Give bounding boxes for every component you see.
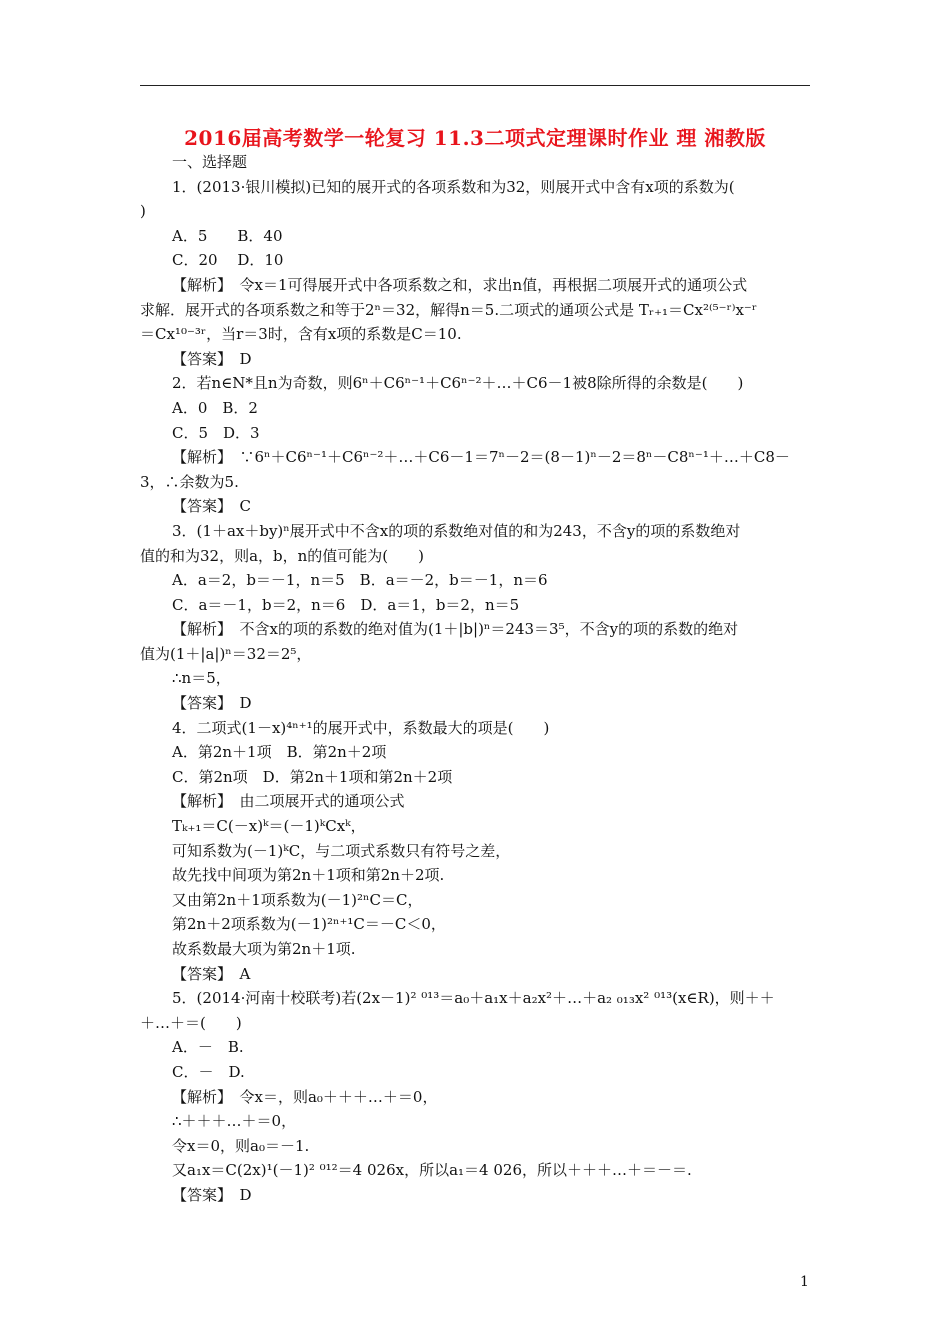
text-line: C．第2n项 D．第2n＋1项和第2n＋2项 [172, 767, 453, 786]
text-line: 故先找中间项为第2n＋1项和第2n＋2项. [172, 866, 445, 885]
text-line: C．20 D．10 [172, 251, 284, 270]
text-line: Tₖ₊₁＝C(－x)ᵏ＝(－1)ᵏCxᵏ， [172, 817, 366, 836]
text-line: 值为(1＋|a|)ⁿ＝32＝2⁵， [140, 644, 312, 663]
text-line: A．－ B. [172, 1038, 244, 1057]
text-line: 【答案】 D [172, 694, 252, 713]
text-line: 又由第2n＋1项系数为(－1)²ⁿC＝C， [172, 890, 423, 909]
text-line: 【解析】 由二项展开式的通项公式 [172, 792, 405, 811]
text-line: 故系数最大项为第2n＋1项. [172, 940, 356, 958]
text-line: 【解析】 令x＝1可得展开式中各项系数之和，求出n值，再根据二项展开式的通项公式 [172, 275, 748, 294]
text-line: C．a＝－1，b＝2，n＝6 D．a＝1，b＝2，n＝5 [172, 595, 520, 614]
text-line: 【答案】 A [172, 964, 251, 983]
text-line: 【答案】 D [172, 1185, 252, 1204]
text-line: A．a＝2，b＝－1，n＝5 B．a＝－2，b＝－1，n＝6 [172, 571, 548, 590]
text-line: ＝Cx¹⁰⁻³ʳ，当r＝3时，含有x项的系数是C＝10. [140, 325, 462, 344]
text-line: A．第2n＋1项 B．第2n＋2项 [172, 743, 387, 762]
top-rule [140, 85, 810, 86]
text-line: 第2n＋2项系数为(－1)²ⁿ⁺¹C＝－C＜0， [172, 915, 446, 934]
text-line: ∴n＝5， [172, 669, 231, 688]
document-title: 2016届高考数学一轮复习 11.3二项式定理课时作业 理 湘教版 [184, 126, 766, 150]
text-line: 5．(2014·河南十校联考)若(2x－1)² ⁰¹³＝a₀＋a₁x＋a₂x²＋…＋a₂ ₀₁₃x² ⁰¹³(x∈R)，则＋＋ [172, 989, 775, 1008]
text-line: 【答案】 C [172, 497, 251, 516]
text-line: 【解析】 ∵6ⁿ＋C6ⁿ⁻¹＋C6ⁿ⁻²＋…＋C6－1＝7ⁿ－2＝(8－1)ⁿ－2＝8ⁿ－C8ⁿ⁻¹＋…＋C8－ [172, 448, 790, 467]
text-line: ) [140, 202, 146, 221]
text-line: ∴＋＋＋…＋＝0， [172, 1112, 297, 1131]
text-line: 值的和为32，则a，b，n的值可能为( ) [140, 546, 424, 565]
page-number: 1 [800, 1274, 809, 1290]
text-line: 3，∴余数为5. [140, 472, 239, 491]
text-line: ＋…＋＝( ) [140, 1013, 242, 1032]
text-line: 【答案】 D [172, 349, 252, 368]
text-line: 【解析】 不含x的项的系数的绝对值为(1＋|b|)ⁿ＝243＝3⁵，不含y的项的系数的绝对 [172, 620, 739, 639]
text-line: C．5 D．3 [172, 423, 260, 442]
text-line: 求解．展开式的各项系数之和等于2ⁿ＝32，解得n＝5.二项式的通项公式是 Tᵣ₊₁＝Cx²⁽⁵⁻ʳ⁾x⁻ʳ [140, 300, 758, 319]
text-line: 3．(1＋ax＋by)ⁿ展开式中不含x的项的系数绝对值的和为243，不含y的项的系数绝对 [172, 521, 741, 540]
text-line: 4．二项式(1－x)⁴ⁿ⁺¹的展开式中，系数最大的项是( ) [172, 718, 550, 737]
text-line: 又a₁x＝C(2x)¹(－1)² ⁰¹²＝4 026x，所以a₁＝4 026，所以＋＋＋…＋＝－＝. [172, 1161, 692, 1180]
text-line: 1．(2013·银川模拟)已知的展开式的各项系数和为32，则展开式中含有x项的系数为( [172, 177, 735, 196]
text-line: 可知系数为(－1)ᵏC，与二项式系数只有符号之差， [172, 841, 511, 860]
text-line: A．5 B．40 [172, 226, 283, 245]
text-line: 令x＝0，则a₀＝－1. [172, 1136, 310, 1155]
text-line: 一、选择题 [172, 153, 248, 171]
text-line: A．0 B．2 [172, 398, 258, 417]
text-line: 【解析】 令x＝，则a₀＋＋＋…＋＝0， [172, 1087, 438, 1106]
document-body [140, 150, 810, 1208]
text-line: C．－ D. [172, 1062, 245, 1081]
text-line: 2．若n∈N*且n为奇数，则6ⁿ＋C6ⁿ⁻¹＋C6ⁿ⁻²＋…＋C6－1被8除所得的余数是( ) [172, 374, 744, 393]
